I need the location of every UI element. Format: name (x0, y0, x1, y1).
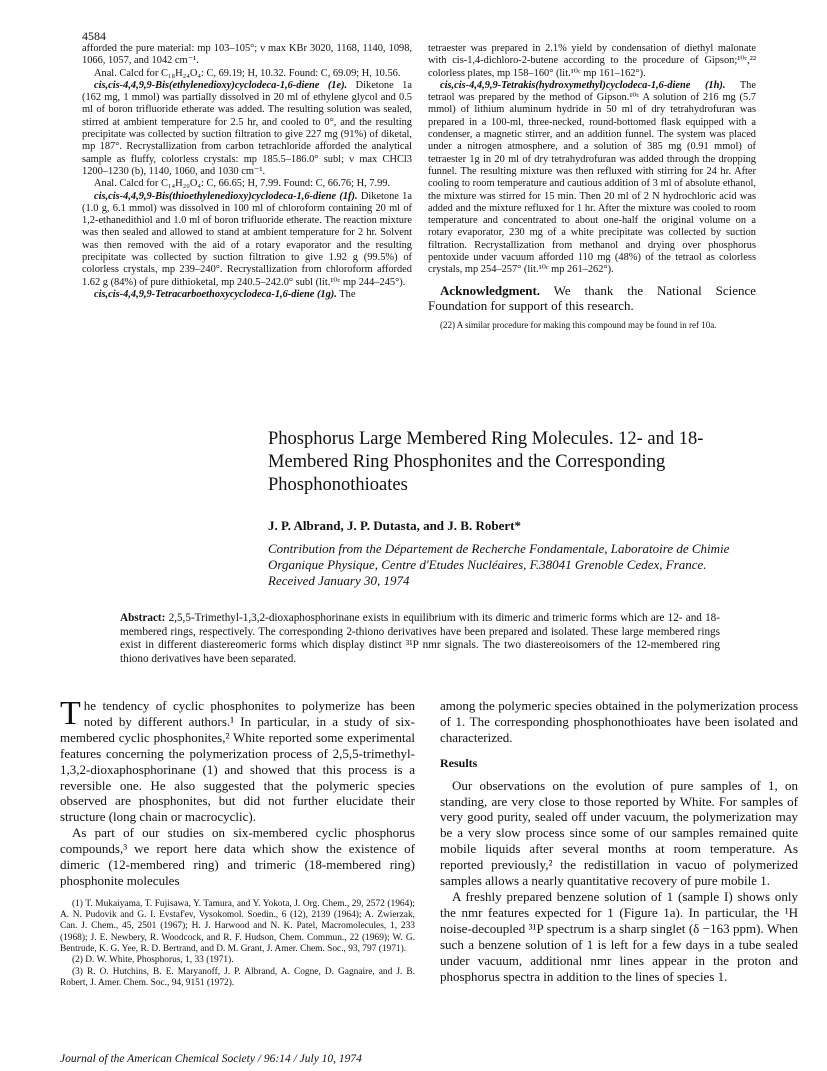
paragraph: As part of our studies on six-membered cyclic phosphorus compounds,³ we report here data which show the existence of dimeric (12-membered ring) and trimeric (18-membered ring) phosphonite molecules (60, 825, 415, 888)
paragraph (60, 695, 415, 825)
compound-heading: cis,cis-4,4,9,9-Bis(ethylenedioxy)cyclodeca-1,6-diene (1e). (94, 79, 348, 91)
drop-cap: T (60, 695, 81, 732)
left-column (82, 43, 412, 301)
received-date: Received January 30, 1974 (268, 573, 410, 588)
paragraph (82, 80, 412, 178)
paragraph-text: Diketone 1a (162 mg, 1 mmol) was partially dissolved in 20 ml of ethylene glycol and 0.5 ml of boron trifluoride etherate was added. The resulting solution was sealed, stirred at ambient temperature for 2.5 hr, and cooled to 0°, and the resulting precipitate was collected by suction filtration to give 227 mg (91%) of diketal, mp 187°. Recrystallization from carbon tetrachloride afforded the analytical sample as fluffy, colorless crystals: mp 185.5–186.0° subl; ν max CHCl3 1200–1230 (b), 1140, 1060, and 1030 cm⁻¹. (82, 79, 412, 177)
paragraph (82, 289, 412, 301)
acknowledgment-heading: Acknowledgment. (440, 282, 541, 298)
reference: (3) R. O. Hutchins, B. E. Maryanoff, J. P. Albrand, A. Cogne, D. Gagnaire, and J. B. Robert, J. Amer. Chem. Soc., 94, 9151 (1972). (60, 966, 415, 988)
affiliation (268, 541, 738, 589)
right-column (428, 43, 756, 331)
affiliation-text: Contribution from the Département de Recherche Fondamentale, Laboratoire de Chimie Organique Physique, Centre d'Etudes Nucléaires, F.38041 Grenoble Cedex, France. (268, 541, 730, 572)
article-title: Phosphorus Large Membered Ring Molecules. 12- and 18-Membered Ring Phosphonites and the Corresponding Phosphonothioates (268, 429, 704, 495)
paragraph: tetraester was prepared in 2.1% yield by condensation of diethyl malonate with cis-1,4-dichloro-2-butene according to the procedure of Gipson;¹⁰ᶜ,²² colorless plates, mp 158–160° (lit.¹⁰ᶜ mp 161–162°). (428, 43, 756, 79)
paragraph-text: The (339, 288, 356, 300)
body-left-column (60, 695, 415, 989)
reference: (1) T. Mukaiyama, T. Fujisawa, Y. Tamura, and Y. Yokota, J. Org. Chem., 29, 2572 (1964); A. N. Pudovik and G. I. Evstaf'ev, Vysokomol. Soedin., 6 (12), 2139 (1964); A. Zwierzak, Can. J. Chem., 45, 2501 (1967); H. J. Harwood and N. K. Patel, Macromolecules, 1, 233 (1968); J. E. Newbery, R. Woodcock, and R. F. Hudson, Chem. Commun., 22 (1969); W. G. Bentrude, K. G. Yee, R. D. Bertrand, and D. M. Grant, J. Amer. Chem. Soc., 93, 797 (1971). (60, 898, 415, 955)
compound-heading: cis,cis-4,4,9,9-Tetracarboethoxycyclodeca-1,6-diene (1g). (94, 288, 337, 300)
authors: J. P. Albrand, J. P. Dutasta, and J. B. Robert* (268, 518, 521, 533)
acknowledgment (428, 283, 756, 314)
body-right-column (440, 698, 798, 984)
references (60, 899, 415, 989)
paragraph: Anal. Calcd for C₁₈H₂₄O₄: C, 69.19; H, 10.32. Found: C, 69.09; H, 10.56. (94, 67, 401, 79)
section-heading: Results (440, 755, 478, 770)
abstract-text: 2,5,5-Trimethyl-1,3,2-dioxaphosphorinane exists in equilibrium with its dimeric and trimeric forms which are 12- and 18-membered rings, respectively. The corresponding 2-thiono derivatives have been prepared and isolated. These large membered rings exist in different diastereomeric forms which display distinct ³¹P nmr signals. The two diastereoisomers of the 12-membered ring thiono derivatives have been separated. (120, 612, 720, 665)
journal-footer: Journal of the American Chemical Society / 96:14 / July 10, 1974 (60, 1053, 362, 1065)
page-number: 4584 (82, 29, 106, 43)
paragraph-text: Diketone 1a (1.0 g, 6.1 mmol) was dissolved in 100 ml of chloroform containing 20 ml of 1,2-ethanedithiol and 1.0 ml of boron trifluoride etherate. The reaction mixture was then sealed and allowed to stand at ambient temperature for 2 hr. Solvent was then removed with the aid of a rotary evaporator and the resulting precipitate was collected by suction filtration to give 1.92 g (99.5%) of colorless crystals, mp 239–240°. Recrystallization from chloroform afforded 1.62 g (84%) of pure dithioketal, mp 240.5–242.0° subl (lit.¹⁰ᶜ mp 244–245°). (82, 190, 412, 288)
reference: (2) D. W. White, Phosphorus, 1, 33 (1971). (72, 955, 234, 966)
paragraph: afforded the pure material: mp 103–105°; ν max KBr 3020, 1168, 1140, 1098, 1066, 1057, and 1042 cm⁻¹. (82, 43, 412, 67)
paragraph: A freshly prepared benzene solution of 1 (sample I) shows only the nmr features expected for 1 (Figure 1a). In particular, the ¹H noise-decoupled ³¹P spectrum is a sharp singlet (δ −163 ppm). When such a benzene solution of 1 is left for a few days in a tube sealed under vacuum, additional nmr lines appear in the proton and phosphorus spectra in addition to the lines of species 1. (440, 888, 798, 984)
compound-heading: cis,cis-4,4,9,9-Bis(thioethylenedioxy)cyclodeca-1,6-diene (1f). (94, 190, 358, 202)
paragraph: Anal. Calcd for C₁₄H₂₀O₄: C, 66.65; H, 7.99. Found: C, 66.76; H, 7.99. (94, 178, 391, 190)
paragraph (82, 191, 412, 289)
paragraph: among the polymeric species obtained in the polymerization process of 1. The corresponding phosphonothioates have been isolated and characterized. (440, 698, 798, 745)
footnote: (22) A similar procedure for making this compound may be found in ref 10a. (440, 319, 717, 330)
paragraph (428, 80, 756, 277)
paragraph-text: he tendency of cyclic phosphonites to polymerize has been noted by different authors.¹ In particular, in a study of six-membered cyclic phosphonites,² White reported some experimental features concerning the polymerization process of 2,5,5-trimethyl-1,3,2-dioxaphosphorinane (1) and showed that this process is a reversible one. He also suggested that the polymeric species observed are phosphonites, but did not further elucidate their structure (long chain or macrocyclic). (60, 698, 415, 825)
compound-heading: cis,cis-4,4,9,9-Tetrakis(hydroxymethyl)cyclodeca-1,6-diene (1h). (440, 79, 726, 91)
abstract-label: Abstract: (120, 612, 166, 624)
acknowledgment-text: We thank the National Science Foundation for support of this research. (428, 282, 757, 314)
paragraph: Our observations on the evolution of pure samples of 1, on standing, are very close to those reported by White. For samples of very good purity, sealed off under vacuum, the polymerization may be a very slow process since some of our samples remained quite mobile liquids after several months at room temperature. As reported previously,² the redistillation in vacuo of polymerized samples allows a nearly quantitative recovery of pure mobile 1. (440, 777, 798, 889)
paragraph-text: The tetraol was prepared by the method of Gipson.¹⁰ᶜ A solution of 216 mg (5.7 mmol) of lithium aluminum hydride in 50 ml of dry tetrahydrofuran was prepared in a 100-ml, three-necked, round-bottomed flask equipped with a condenser, a magnetic stirrer, and an addition funnel. The system was placed under a nitrogen atmosphere, and a solution of 385 mg (0.91 mmol) of tetraester 1g in 20 ml of dry tetrahydrofuran was added through the dropping funnel. The resulting mixture was then refluxed with stirring for 24 hr. After cooling to room temperature and cautious addition of 3 ml of absolute ethanol, the mixture was stirred for 15 min. Then 20 ml of 2 N hydrochloric acid was added and the mixture refluxed for 1 hr. After the mixture was cooled to room temperature and concentrated to about one-half the original volume on a rotary evaporator, 230 mg of a white precipitate was collected by suction filtration. Recrystallization from methanol and drying over phosphorus pentoxide under vacuum afforded 110 mg (48%) of the tetraol as colorless crystals, mp 254–257° (lit.¹⁰ᶜ mp 261–262°). (428, 79, 756, 276)
abstract (120, 612, 720, 666)
